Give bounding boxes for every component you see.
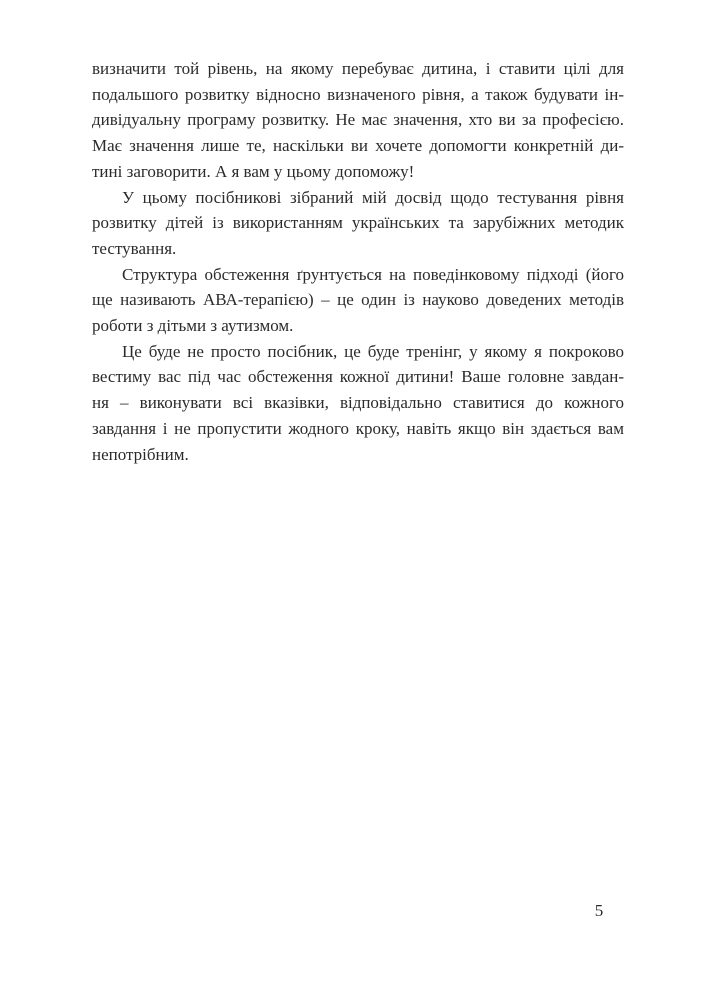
text-line: тестування. [92,238,177,258]
text-line: тині заговорити. А я вам у цьому допоможу! [92,161,415,181]
text-line: роботи з дітьми з аутизмом. [92,316,294,336]
text-line: розвитку дітей із використанням українських та зарубіжних методик [92,213,624,233]
text-line: дивідуальну програму розвитку. Не має значення, хто ви за професією. [92,110,624,130]
text-line: непотрібним. [92,444,189,464]
text-line: завдання і не пропустити жодного кроку, навіть якщо він здається вам [92,418,624,438]
text-line: ня – виконувати всі вказівки, відповідально ставитися до кожного [92,393,624,413]
text-line: У цьому посібникові зібраний мій досвід щодо тестування рівня [122,187,624,207]
text-line: Це буде не просто посібник, це буде тренінг, у якому я покроково [122,341,624,361]
text-line: подальшого розвитку відносно визначеного рівня, а також будувати ін- [92,84,624,104]
text-line: Структура обстеження ґрунтується на поведінковому підході (його [122,264,624,284]
text-block [92,56,624,467]
paragraph-2 [92,185,624,262]
text-line: ще називають АВА-терапією) – це один із науково доведених методів [92,290,624,310]
paragraph-3 [92,262,624,339]
paragraph-1 [92,56,624,185]
page-number: 5 [594,901,604,920]
text-line: визначити той рівень, на якому перебуває дитина, і ставити цілі для [92,59,624,78]
text-line: Має значення лише те, наскільки ви хочете допомогти конкретній ди- [92,136,624,156]
paragraph-4 [92,339,624,468]
text-line: вестиму вас під час обстеження кожної дитини! Ваше головне завдан- [92,367,624,387]
